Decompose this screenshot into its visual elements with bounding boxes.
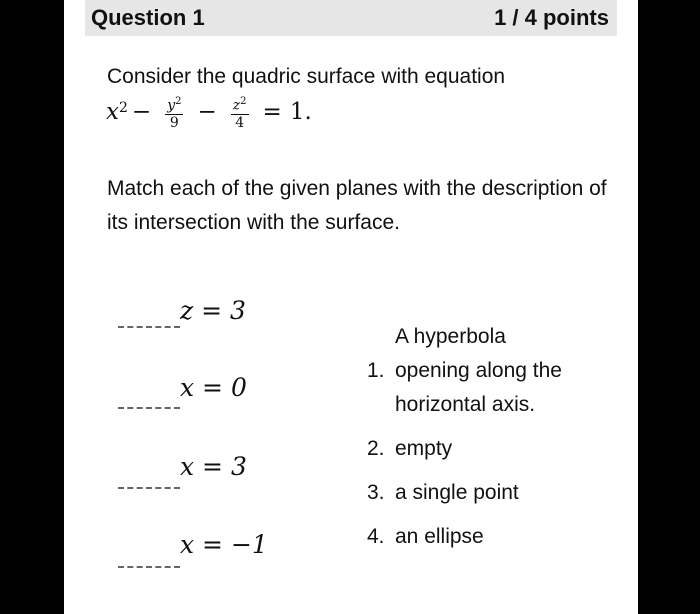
eq-z-fraction: $\frac{z^2}{4}$ xyxy=(232,96,247,131)
choice-item-2 xyxy=(367,432,607,466)
choice-3-text: a single point xyxy=(395,481,519,504)
plane-label-1: z = 3 xyxy=(180,296,246,325)
eq-y-numerator: y xyxy=(167,97,176,114)
choice-4-number: 4. xyxy=(367,525,385,548)
eq-z-denominator: 4 xyxy=(235,114,245,131)
answer-blank-3[interactable] xyxy=(118,487,180,489)
question-points: 1 / 4 points xyxy=(494,5,609,30)
question-stem: Consider the quadric surface with equation xyxy=(107,65,506,88)
eq-y-denominator: 9 xyxy=(169,114,179,131)
match-instructions: Match each of the given planes with the description of its intersection with the surface. xyxy=(107,177,607,234)
eq-minus-2: − xyxy=(197,99,217,126)
choice-1-text: opening along the horizontal axis. xyxy=(395,359,562,416)
answer-blank-1[interactable] xyxy=(118,326,180,328)
question-title: Question 1 xyxy=(91,5,205,30)
eq-equals: = xyxy=(262,99,282,126)
eq-z-numerator: z xyxy=(232,97,241,114)
eq-y-fraction: $\frac{y^2}{9}$ xyxy=(167,96,182,131)
surface-equation xyxy=(106,94,316,131)
question-page xyxy=(64,0,638,614)
plane-label-2: x = 0 xyxy=(180,373,247,402)
eq-x-exponent: 2 xyxy=(118,100,128,117)
answer-blank-2[interactable] xyxy=(118,407,180,409)
choice-3-number: 3. xyxy=(367,481,385,504)
choice-2-text: empty xyxy=(395,437,453,460)
choice-item-3 xyxy=(367,476,607,510)
choice-item-4 xyxy=(367,520,607,554)
eq-x: x xyxy=(106,99,119,126)
choice-2-number: 2. xyxy=(367,437,385,460)
plane-label-4: x = −1 xyxy=(180,530,268,559)
question-header xyxy=(85,0,617,36)
answer-blank-4[interactable] xyxy=(118,566,180,568)
choice-item-1 xyxy=(367,320,607,354)
eq-minus-1: − xyxy=(131,99,152,126)
choice-4-text: an ellipse xyxy=(395,525,484,548)
choice-1-pre: A hyperbola xyxy=(395,325,506,348)
eq-rhs: 1. xyxy=(289,99,312,126)
choice-list xyxy=(367,320,607,554)
choice-1-number: 1. xyxy=(367,359,385,382)
plane-label-3: x = 3 xyxy=(180,452,247,481)
choice-item-1-body xyxy=(367,354,607,422)
